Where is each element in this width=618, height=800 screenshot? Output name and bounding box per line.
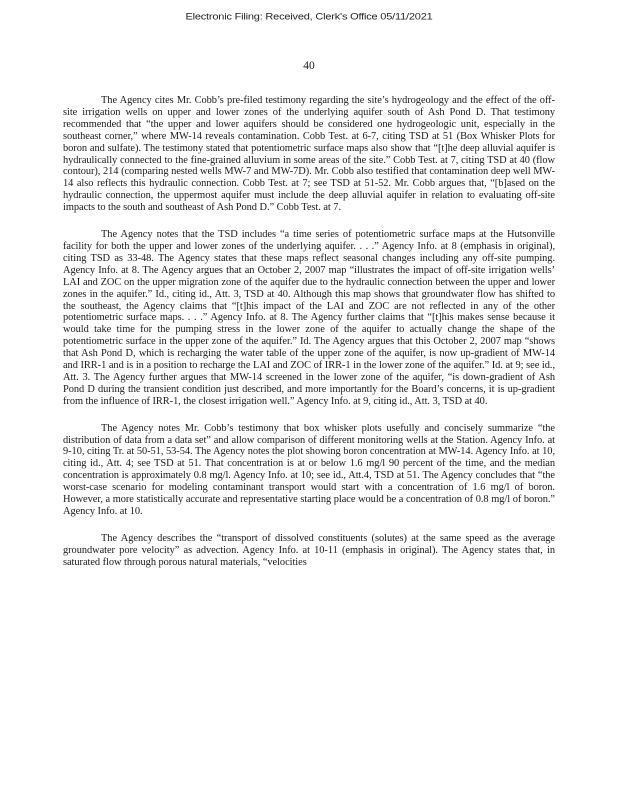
page-number: 40 [303, 60, 315, 72]
paragraph-advection: The Agency describes the “transport of dissolved constituents (solutes) at the same speed as the average groundwater pore velocity” as advection. Agency Info. at 10-11 (emphasis in original). The Agency states that, in saturated flow through porous natural materials, “velocities [63, 532, 555, 568]
document-body [63, 95, 555, 584]
paragraph-box-whisker-plots: The Agency notes Mr. Cobb’s testimony that box whisker plots usefully and concisely summarize “the distribution of data from a data set” and allow comparison of different monitoring wells at the Station. Agency Info. at 9-10, citing Tr. at 50-51, 53-54. The Agency notes the plot showing boron concentration at MW-14. Agency Info. at 10, citing id., Att. 4; see TSD at 51. That concentration is at or below 1.6 mg/l 90 percent of the time, and the median concentration is approximately 0.8 mg/l. Agency Info. at 10; see id., Att.4, TSD at 51. The Agency concludes that “the worst-case scenario for modeling contaminant transport would start with a concentration of 1.6 mg/l of boron. However, a more statistically accurate and representative starting place would be a concentration of 0.8 mg/l of boron.” Agency Info. at 10. [63, 422, 555, 517]
filing-stamp-text: Electronic Filing: Received, Clerk's Office 05/11/2021 [185, 12, 433, 23]
filing-stamp-header [0, 12, 618, 22]
paragraph-potentiometric-maps: The Agency notes that the TSD includes “a time series of potentiometric surface maps at the Hutsonville facility for both the upper and lower zones of the underlying aquifer. . . .” Agency Info. at 8 (emphasis in original), citing TSD as 33-48. The Agency states that these maps reflect seasonal changes including any off-site pumping. Agency Info. at 8. The Agency argues that an October 2, 2007 map “illustrates the impact of off-site irrigation wells’ LAI and ZOC on the upper migration zone of the aquifer due to the hydraulic connection between the upper and lower zones in the aquifer.” Id., citing id., Att. 3, TSD at 40. Although this map shows that groundwater flow has shifted to the southeast, the Agency claims that “[t]his impact of the LAI and ZOC are not reflected in any of the other potentiometric surface maps. . . .” Agency Info. at 8. The Agency further claims that “[t]his makes sense because it would take time for the pumping stress in the lower zone of the aquifer to actually change the shape of the potentiometric surface in the upper zone of the aquifer.” Id. The Agency argues that this October 2, 2007 map “shows that Ash Pond D, which is recharging the water table of the upper zone of the aquifer, is now up-gradient of MW-14 and IRR-1 and is in a position to recharge the LAI and ZOC of IRR-1 in the lower zone of the aquifer.” Id. at 9; see id., Att. 3. The Agency further argues that MW-14 screened in the lower zone of the aquifer, “is down-gradient of Ash Pond D during the transient condition just described, and more importantly for the Board’s concerns, it is up-gradient from the influence of IRR-1, the closest irrigation well.” Agency Info. at 9, citing id., Att. 3, TSD at 40. [63, 229, 555, 407]
paragraph-cobb-testimony: The Agency cites Mr. Cobb’s pre-filed testimony regarding the site’s hydrogeology and the effect of the off-site irrigation wells on upper and lower zones of the underlying aquifer south of Ash Pond D. That testimony recommended that “the upper and lower aquifers should be considered one hydrogeologic unit, especially in the southeast corner,” where MW-14 reveals contamination. Cobb Test. at 6-7, citing TSD at 51 (Box Whisker Plots for boron and sulfate). The testimony stated that potentiometric surface maps also show that “[t]he deep alluvial aquifer is hydraulically connected to the fine-grained alluvium in some areas of the site.” Cobb Test. at 7, citing TSD at 40 (flow contour), 214 (comparing nested wells MW-7 and MW-7D). Mr. Cobb also testified that contamination deep well MW-14 also reflects this hydraulic connection. Cobb Test. at 7; see TSD at 51-52. Mr. Cobb argues that, “[b]ased on the hydraulic connection, the uppermost aquifer must include the deep alluvial aquifer in relation to evaluating off-site impacts to the south and southeast of Ash Pond D.” Cobb Test. at 7. [63, 95, 555, 214]
